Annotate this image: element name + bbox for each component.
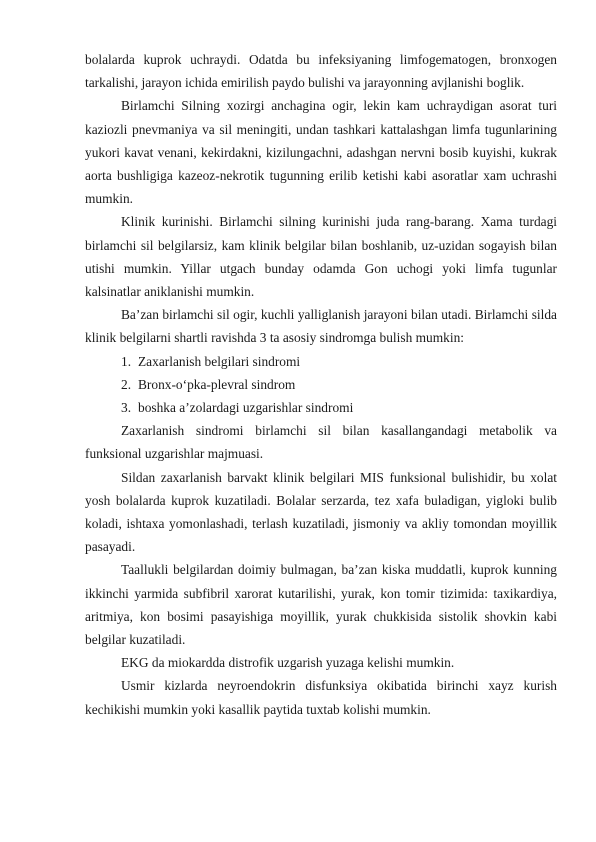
paragraph-ekg: EKG da miokardda distrofik uzgarish yuzaga kelishi mumkin. bbox=[121, 655, 455, 671]
paragraph-intoxication: Zaxarlanish sindromi birlamchi sil bilan kasallangandagi metabolik va funksional uzgarishlar majmuasi. bbox=[85, 423, 557, 462]
list-item bbox=[85, 350, 557, 373]
syndrome-list bbox=[85, 350, 557, 420]
paragraph-complications: Birlamchi Silning xozirgi anchagina ogir, lekin kam uchraydigan asorat turi kaziozli pnevmaniya va sil meningiti, undan tashkari kattalashgan limfa tugunlarining yukori kavat venani, kekirdakni, kizilungachni, adashgan nervni bosib kuyishi, kukrak aorta bushligiga kazeoz-nekrotik tugunning erilib ketishi kabi asoratlar xam uchrashi mumkin. bbox=[85, 98, 557, 207]
paragraph-adolescents: Usmir kizlarda neyroendokrin disfunksiya okibatida birinchi xayz kurish kechikishi mumkin yoki kasallik paytida tuxtab kolishi mumkin. bbox=[85, 678, 557, 717]
list-item-text: Zaxarlanish belgilari sindromi bbox=[138, 353, 301, 369]
list-item-number: 1. bbox=[121, 353, 132, 369]
paragraph-clinical-picture: Klinik kurinishi. Birlamchi silning kurinishi juda rang-barang. Xama turdagi birlamchi sil belgilarsiz, kam klinik belgilar bilan boshlanib, uz-uzidan sogayish bilan utishi mumkin. Yillar utgach bunday odamda Gon uchogi yoki limfa tugunlar kalsinatlar aniklanishi mumkin. bbox=[85, 214, 557, 300]
paragraph-syndromes-intro: Ba’zan birlamchi sil ogir, kuchli yalliglanish jarayoni bilan utadi. Birlamchi silda klinik belgilarni shartli ravishda 3 ta asosiy sindromga bulish mumkin: bbox=[85, 307, 557, 346]
list-item-text: Bronx-o‘pka-plevral sindrom bbox=[138, 376, 296, 392]
list-item-number: 3. bbox=[121, 400, 132, 416]
list-item-text: boshka a’zolardagi uzgarishlar sindromi bbox=[138, 400, 354, 416]
list-item-number: 2. bbox=[121, 376, 132, 392]
document-page bbox=[85, 48, 557, 721]
paragraph-related-signs: Taallukli belgilardan doimiy bulmagan, ba’zan kiska muddatli, kuprok kunning ikkinchi yarmida subfibril xarorat kutarilishi, yurak, kon tomir tizimida: taxikardiya, aritmiya, kon bosimi pasayishiga moyillik, yurak chukkisida sistolik shovkin kabi belgilar kuzatiladi. bbox=[85, 562, 557, 648]
list-item bbox=[85, 373, 557, 396]
paragraph-continuation: bolalarda kuprok uchraydi. Odatda bu infeksiyaning limfogematogen, bronxogen tarkalishi, jarayon ichida emirilish paydo bulishi va jarayonning avjlanishi boglik. bbox=[85, 52, 557, 91]
list-item bbox=[85, 396, 557, 419]
paragraph-early-signs: Sildan zaxarlanish barvakt klinik belgilari MIS funksional bulishidir, bu xolat yosh bolalarda kuprok kuzatiladi. Bolalar serzarda, tez xafa buladigan, yigloki bulib koladi, ishtaxa yomonlashadi, terlash kuzatiladi, jismoniy va akliy tomondan moyillik pasayadi. bbox=[85, 469, 557, 555]
